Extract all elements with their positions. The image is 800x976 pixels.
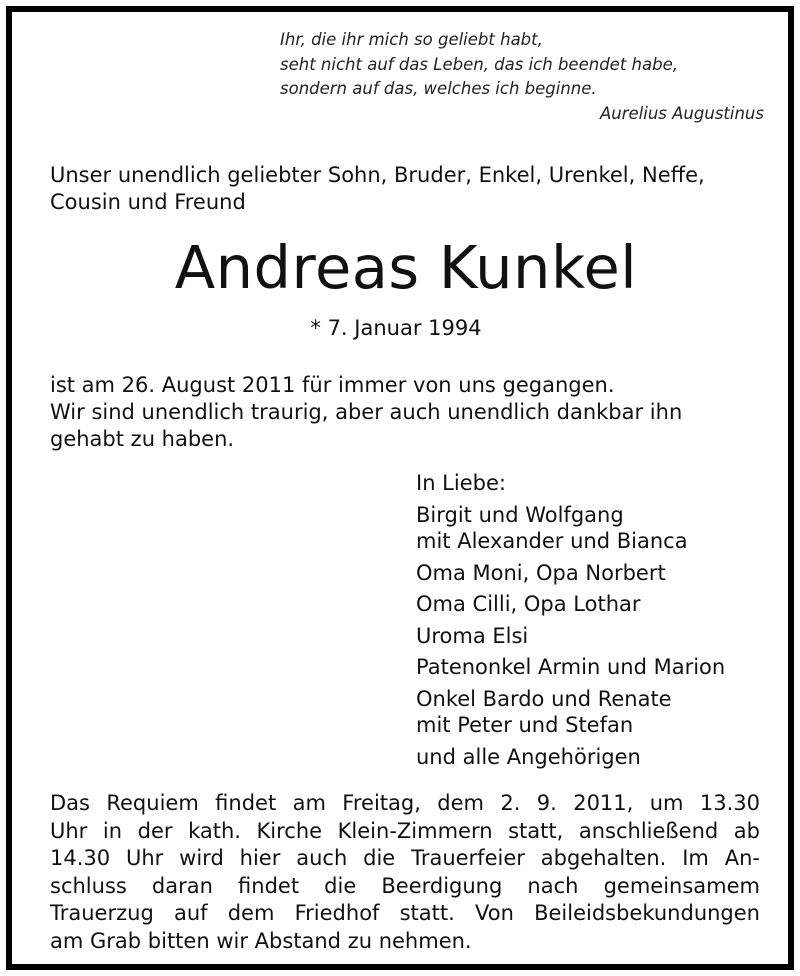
intro-line: Unser unendlich geliebter Sohn, Bruder, Enkel, Urenkel, Neffe, bbox=[50, 163, 705, 187]
intro-line: Cousin und Freund bbox=[50, 190, 246, 214]
requiem-line: schluss daran findet die Beerdigung nach gemeinsamem bbox=[50, 873, 760, 898]
announcement-line: gehabt zu haben. bbox=[50, 427, 235, 451]
mourner-group bbox=[416, 744, 786, 771]
mourner-line: Oma Moni, Opa Norbert bbox=[416, 560, 666, 585]
requiem-notice bbox=[50, 790, 760, 955]
requiem-line: Das Requiem findet am Freitag, dem 2. 9. 2011, um 13.30 bbox=[50, 791, 760, 815]
mourner-line: mit Alexander und Bianca bbox=[416, 529, 688, 553]
mourner-line: Onkel Bardo und Renate bbox=[416, 686, 672, 711]
mourner-group bbox=[416, 560, 786, 587]
quote-line: sondern auf das, welches ich beginne. bbox=[280, 79, 597, 98]
announcement-line: ist am 26. August 2011 für immer von uns gegangen. bbox=[50, 373, 615, 397]
mourner-group bbox=[416, 502, 786, 555]
mourner-line: und alle Angehörigen bbox=[416, 744, 641, 769]
mourner-group bbox=[416, 623, 786, 650]
deceased-name: Andreas Kunkel bbox=[174, 233, 638, 302]
mourners-heading: In Liebe: bbox=[416, 471, 506, 495]
mourner-line: Oma Cilli, Opa Lothar bbox=[416, 592, 641, 616]
requiem-line: 14.30 Uhr wird hier auch die Trauerfeier abgehalten. Im An- bbox=[50, 846, 760, 870]
announcement-line: Wir sind unendlich traurig, aber auch unendlich dankbar ihn bbox=[50, 400, 683, 424]
quote-author: Aurelius Augustinus bbox=[600, 103, 764, 123]
obituary-frame bbox=[6, 6, 794, 970]
requiem-line: Uhr in der kath. Kirche Klein-Zimmern statt, anschließend ab bbox=[50, 818, 760, 843]
mourner-line: Birgit und Wolfgang bbox=[416, 502, 624, 527]
mourner-group bbox=[416, 591, 786, 618]
intro-text bbox=[50, 162, 780, 216]
mourners-list bbox=[416, 470, 786, 775]
mourner-line: Patenonkel Armin und Marion bbox=[416, 655, 726, 679]
mourners-heading-group bbox=[416, 470, 786, 497]
mourner-group bbox=[416, 654, 786, 681]
quote-line: Ihr, die ihr mich so geliebt habt, bbox=[280, 30, 543, 49]
requiem-line: Trauerzug auf dem Friedhof statt. Von Beileidsbekundungen bbox=[50, 901, 760, 925]
mourner-line: Uroma Elsi bbox=[416, 623, 529, 648]
announcement-text bbox=[50, 372, 780, 453]
quote-line: seht nicht auf das Leben, das ich beendet habe, bbox=[280, 54, 678, 74]
mourner-group bbox=[416, 686, 786, 739]
mourner-line: mit Peter und Stefan bbox=[416, 713, 634, 737]
requiem-line: am Grab bitten wir Abstand zu nehmen. bbox=[50, 928, 472, 953]
epigraph-quote bbox=[280, 28, 770, 126]
birth-date: * 7. Januar 1994 bbox=[310, 316, 482, 340]
